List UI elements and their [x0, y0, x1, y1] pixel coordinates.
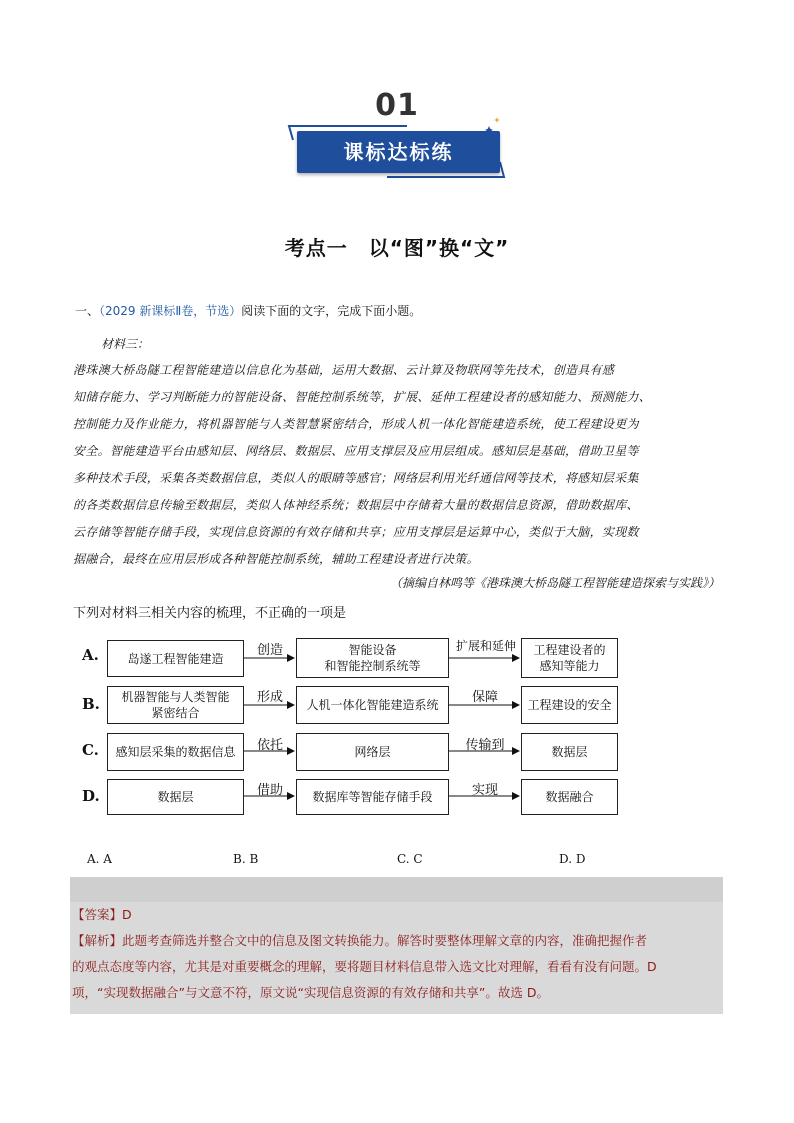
- option-letter-d: D.: [82, 787, 100, 805]
- paragraph-line: 云存储等智能存储手段，实现信息资源的有效存储和共享；应用支撑层是运算中心，类似于大脑，实现数: [73, 525, 639, 539]
- arrow-label-c-1: 依托: [256, 738, 283, 753]
- answer-panel-top: [70, 877, 723, 902]
- option-letter-b: B.: [82, 695, 100, 713]
- question-source: （2029 新课标Ⅱ卷，节选）: [99, 304, 242, 318]
- material-label: 材料三：: [101, 337, 150, 351]
- choice-b[interactable]: B. B: [233, 852, 259, 866]
- arrow-label-c-2: 传输到: [465, 738, 505, 753]
- box-d-3: 数据融合: [521, 779, 618, 815]
- box-c-3: 数据层: [521, 733, 618, 771]
- answer-line: [72, 902, 722, 928]
- box-b-1: 机器智能与人类智能 紧密结合: [107, 686, 244, 724]
- paragraph-line: 港珠澳大桥岛隧工程智能建造以信息化为基础，运用大数据、云计算及物联网等先技术，创造具有感: [73, 363, 615, 377]
- analysis-label: 【解析】: [72, 933, 123, 948]
- box-a-3: 工程建设者的 感知等能力: [521, 638, 618, 678]
- arrow-label-b-1: 形成: [256, 690, 283, 705]
- paragraph-line: 安全。智能建造平台由感知层、网络层、数据层、应用支撑层及应用层组成。感知层是基础，借助卫星等: [73, 444, 639, 458]
- paragraph-line: 控制能力及作业能力，将机器智能与人类智慧紧密结合，形成人机一体化智能建造系统，使工程建设更为: [73, 417, 639, 431]
- badge-title: 课标达标练: [343, 140, 454, 164]
- paragraph-line: 据融合，最终在应用层形成各种智能控制系统，辅助工程建设者进行决策。: [73, 552, 479, 566]
- box-b-3: 工程建设的安全: [521, 686, 618, 724]
- question-number: 一、: [75, 304, 100, 318]
- analysis-line: [72, 928, 722, 954]
- analysis-text: 项，“实现数据融合”与文意不符，原文说“实现信息资源的有效存储和共享”。故选 D。: [72, 985, 550, 1000]
- answer-label: 【答案】: [72, 907, 123, 922]
- box-b-2: 人机一体化智能建造系统: [296, 686, 449, 724]
- choice-d[interactable]: D. D: [559, 852, 586, 866]
- box-d-2: 数据库等智能存储手段: [296, 779, 449, 815]
- analysis-text: 的观点态度等内容，尤其是对重要概念的理解，要将题目材料信息带入选文比对理解，看看有没有问题。D: [72, 959, 657, 974]
- chapter-number: 01: [375, 88, 419, 123]
- box-d-1: 数据层: [107, 779, 244, 815]
- arrow-label-d-1: 借助: [256, 783, 283, 798]
- analysis-text: 此题考查筛选并整合文中的信息及图文转换能力。解答时要整体理解文章的内容，准确把握作者: [122, 933, 648, 948]
- box-a-1: 岛遂工程智能建造: [107, 640, 244, 677]
- citation: （摘编自林鸣等《港珠澳大桥岛隧工程智能建造探索与实践》）: [389, 576, 720, 590]
- choice-a[interactable]: A. A: [87, 852, 112, 866]
- option-letter-c: C.: [82, 741, 99, 759]
- section-title: 考点一 以“图”换“文”: [284, 236, 510, 260]
- choice-c[interactable]: C. C: [397, 852, 423, 866]
- paragraph-line: 知储存能力、学习判断能力的智能设备、智能控制系统等，扩展、延伸工程建设者的感知能力、预测能力、: [73, 390, 652, 404]
- question-prompt: 下列对材料三相关内容的梳理，不正确的一项是: [73, 606, 347, 621]
- arrow-label-b-2: 保障: [471, 690, 498, 705]
- option-letter-a: A.: [82, 646, 99, 664]
- box-c-2: 网络层: [296, 733, 449, 771]
- paragraph-line: 多种技术手段，采集各类数据信息，类似人的眼睛等感官；网络层利用光纤通信网等技术，将感知层采集: [73, 471, 639, 485]
- question-instruction: 阅读下面的文字，完成下面小题。: [241, 304, 422, 318]
- answer-value: D: [122, 907, 132, 922]
- paragraph-line: 的各类数据信息传输至数据层，类似人体神经系统；数据层中存储着大量的数据信息资源，借助数据库、: [73, 498, 639, 512]
- arrow-label-d-2: 实现: [471, 783, 498, 798]
- box-c-1: 感知层采集的数据信息: [107, 733, 244, 771]
- box-a-2: 智能设备 和智能控制系统等: [296, 638, 449, 678]
- arrow-label-a-1: 创造: [256, 643, 283, 658]
- arrow-label-a-2: 扩展和延伸: [455, 639, 516, 653]
